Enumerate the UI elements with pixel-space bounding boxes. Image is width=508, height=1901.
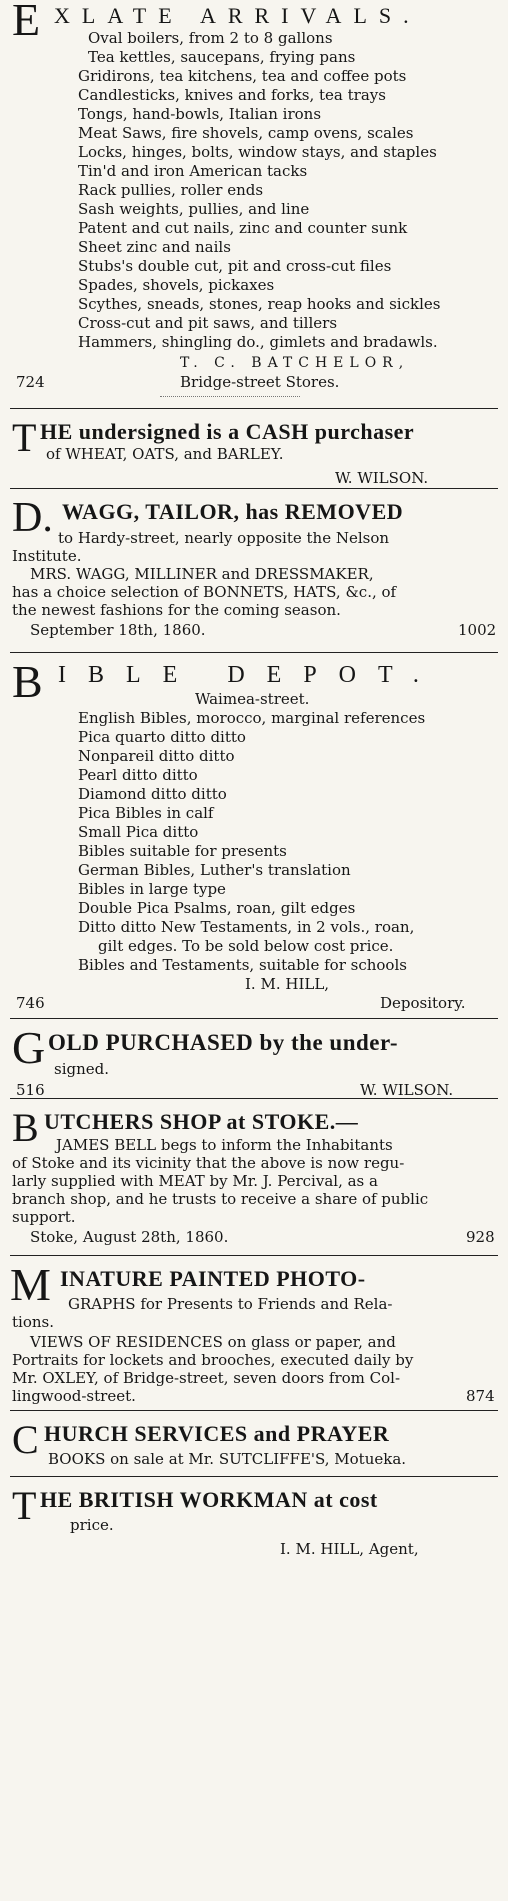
ad-line: price. xyxy=(70,1516,114,1534)
list-item: Tongs, hand-bowls, Italian irons xyxy=(78,105,322,123)
signature: W. WILSON. xyxy=(335,469,429,487)
list-item: Rack pullies, roller ends xyxy=(78,181,264,199)
list-item: Spades, shovels, pickaxes xyxy=(78,276,275,294)
drop-cap: D. xyxy=(12,495,53,541)
signature: I. M. HILL, xyxy=(245,975,330,993)
ad-line: BOOKS on sale at Mr. SUTCLIFFE'S, Motueka. xyxy=(48,1450,407,1468)
drop-cap: B xyxy=(12,1105,39,1150)
ad-title: HURCH SERVICES and PRAYER xyxy=(44,1421,390,1446)
ad-number: 516 xyxy=(16,1081,45,1099)
divider xyxy=(10,1098,498,1099)
ad-title: INATURE PAINTED PHOTO- xyxy=(60,1266,366,1291)
ad-line: of Stoke and its vicinity that the above is now regu- xyxy=(12,1154,405,1172)
list-item: Stubs's double cut, pit and cross-cut files xyxy=(78,257,392,275)
ad-line: larly supplied with MEAT by Mr. J. Percival, as a xyxy=(12,1172,378,1190)
list-item: Tea kettles, saucepans, frying pans xyxy=(88,48,356,66)
list-item: Tin'd and iron American tacks xyxy=(78,162,308,180)
ad-line: Mr. OXLEY, of Bridge-street, seven doors from Col- xyxy=(12,1369,401,1387)
date: Stoke, August 28th, 1860. xyxy=(30,1228,229,1246)
signature: T. C. BATCHELOR, xyxy=(180,355,410,371)
list-item: Double Pica Psalms, roan, gilt edges xyxy=(78,899,356,917)
ad-title: OLD PURCHASED by the under- xyxy=(48,1030,399,1055)
ad-line: GRAPHS for Presents to Friends and Rela- xyxy=(68,1295,393,1313)
drop-cap: E xyxy=(12,0,41,45)
drop-cap: C xyxy=(12,1417,39,1462)
ad-line: JAMES BELL begs to inform the Inhabitants xyxy=(56,1136,393,1154)
list-item: Cross-cut and pit saws, and tillers xyxy=(78,314,338,332)
list-item: Patent and cut nails, zinc and counter sunk xyxy=(78,219,408,237)
list-item: Oval boilers, from 2 to 8 gallons xyxy=(88,29,333,47)
list-item: Pearl ditto ditto xyxy=(78,766,198,784)
list-item: Sheet zinc and nails xyxy=(78,238,231,256)
ad-number: 928 xyxy=(466,1228,495,1246)
list-item: Pica quarto ditto ditto xyxy=(78,728,246,746)
drop-cap: B xyxy=(12,656,43,707)
ad-title: HE BRITISH WORKMAN at cost xyxy=(40,1487,378,1512)
drop-cap: T xyxy=(12,1483,37,1528)
ad-title: HE undersigned is a CASH purchaser xyxy=(40,419,415,444)
ad-line: VIEWS OF RESIDENCES on glass or paper, and xyxy=(30,1333,396,1351)
ad-line: MRS. WAGG, MILLINER and DRESSMAKER, xyxy=(30,565,374,583)
divider xyxy=(10,488,498,489)
signature: I. M. HILL, Agent, xyxy=(280,1540,419,1558)
ad-line: tions. xyxy=(12,1313,54,1331)
ad-line: has a choice selection of BONNETS, HATS, &c., of xyxy=(12,583,397,601)
ad-line: support. xyxy=(12,1208,76,1226)
ad-line: the newest fashions for the coming season. xyxy=(12,601,341,619)
drop-cap: T xyxy=(12,415,37,460)
subtitle: Waimea-street. xyxy=(195,690,310,708)
drop-cap: G xyxy=(12,1022,46,1073)
ad-title: XLATE ARRIVALS. xyxy=(54,3,421,28)
list-item: German Bibles, Luther's translation xyxy=(78,861,351,879)
divider xyxy=(10,408,498,409)
list-item: Bibles in large type xyxy=(78,880,226,898)
signature: W. WILSON. xyxy=(360,1081,454,1099)
list-item: Small Pica ditto xyxy=(78,823,199,841)
ad-line: Institute. xyxy=(12,547,82,565)
ad-line: branch shop, and he trusts to receive a share of public xyxy=(12,1190,429,1208)
ad-number: 874 xyxy=(466,1387,495,1405)
date: September 18th, 1860. xyxy=(30,621,206,639)
ad-line: to Hardy-street, nearly opposite the Nelson xyxy=(58,529,390,547)
list-item: Scythes, sneads, stones, reap hooks and sickles xyxy=(78,295,441,313)
divider xyxy=(10,1255,498,1256)
divider xyxy=(10,652,498,653)
ad-line: signed. xyxy=(54,1060,110,1078)
list-item: Gridirons, tea kitchens, tea and coffee pots xyxy=(78,67,407,85)
list-item: gilt edges. To be sold below cost price. xyxy=(98,937,394,955)
divider xyxy=(10,1476,498,1477)
divider xyxy=(10,1410,498,1411)
drop-cap: M xyxy=(10,1259,51,1310)
list-item: Candlesticks, knives and forks, tea trays xyxy=(78,86,386,104)
ad-line: lingwood-street. xyxy=(12,1387,136,1405)
ad-number: 746 xyxy=(16,994,45,1012)
ad-title: UTCHERS SHOP at STOKE.— xyxy=(44,1109,359,1134)
depository: Depository. xyxy=(380,994,466,1012)
list-item: Sash weights, pullies, and line xyxy=(78,200,310,218)
ad-line: Portraits for lockets and brooches, executed daily by xyxy=(12,1351,414,1369)
list-item: Meat Saws, fire shovels, camp ovens, scales xyxy=(78,124,414,142)
ad-title: IBLE DEPOT. xyxy=(58,662,441,688)
list-item: Locks, hinges, bolts, window stays, and staples xyxy=(78,143,437,161)
divider xyxy=(10,1018,498,1019)
list-item: Hammers, shingling do., gimlets and bradawls. xyxy=(78,333,438,351)
list-item: Nonpareil ditto ditto xyxy=(78,747,235,765)
list-item: Bibles suitable for presents xyxy=(78,842,287,860)
list-item: Pica Bibles in calf xyxy=(78,804,214,822)
divider-dotted xyxy=(160,396,300,397)
ad-number: 724 xyxy=(16,373,45,391)
list-item: Diamond ditto ditto xyxy=(78,785,227,803)
ad-title: WAGG, TAILOR, has REMOVED xyxy=(62,499,404,524)
ad-line: of WHEAT, OATS, and BARLEY. xyxy=(46,445,284,463)
list-item: Ditto ditto New Testaments, in 2 vols., roan, xyxy=(78,918,415,936)
address: Bridge-street Stores. xyxy=(180,373,340,391)
list-item: Bibles and Testaments, suitable for schools xyxy=(78,956,407,974)
ad-number: 1002 xyxy=(458,621,497,639)
list-item: English Bibles, morocco, marginal references xyxy=(78,709,426,727)
